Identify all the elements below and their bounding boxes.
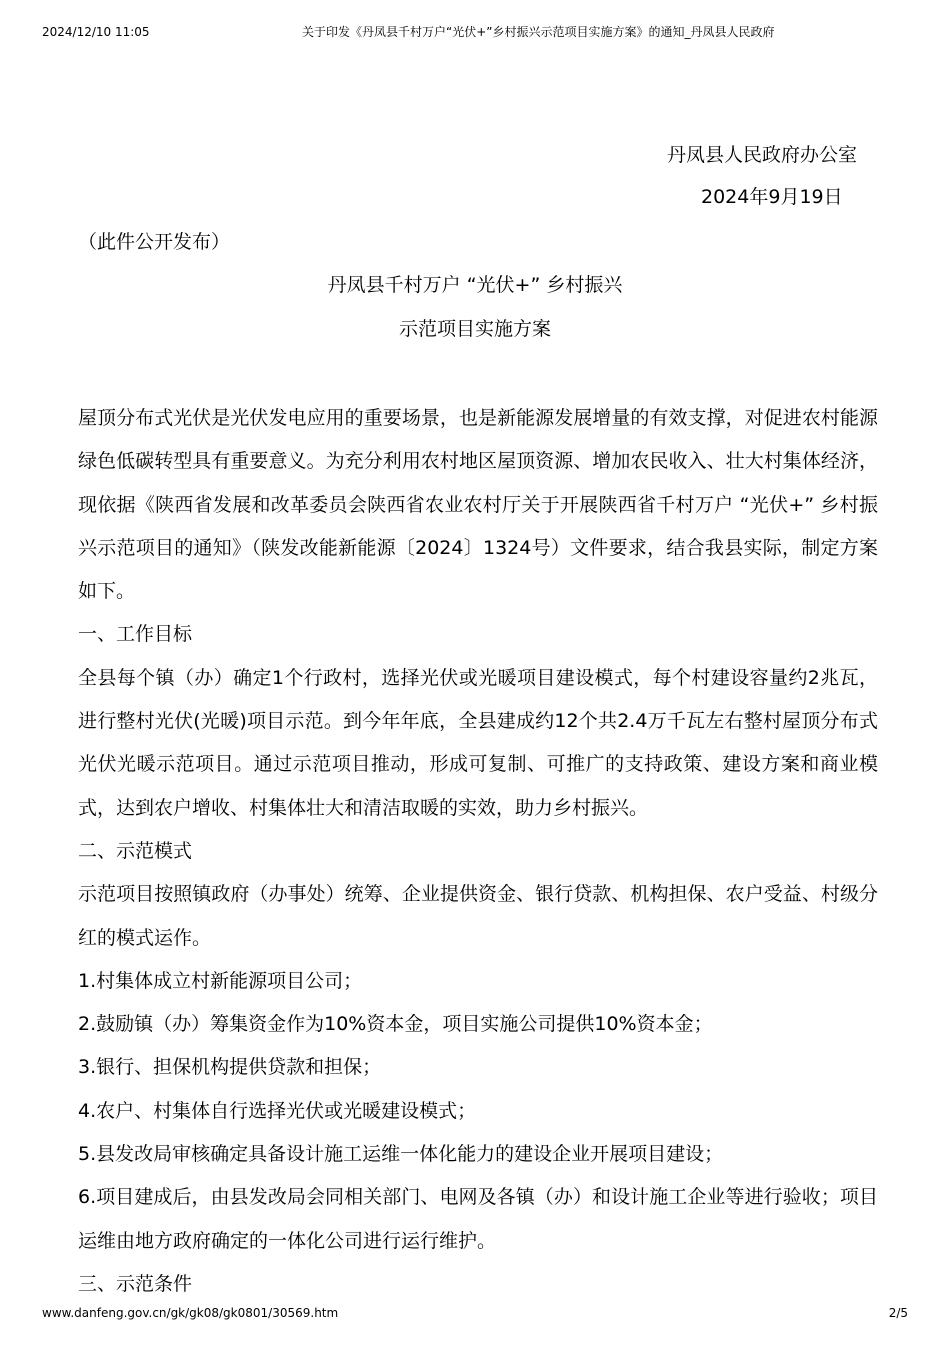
document-title-line-1: 丹凤县千村万户 “光伏+” 乡村振兴 bbox=[327, 274, 623, 296]
intro-paragraph: 屋顶分布式光伏是光伏发电应用的重要场景，也是新能源发展增量的有效支撑，对促进农村能源绿色低碳转型具有重要意义。为充分利用农村地区屋顶资源、增加农民收入、壮大村集体经济，现依据《陕西省发展和改革委员会陕西省农业农村厅关于开展陕西省千村万户 “光伏+” 乡村振兴示范项目的通知》（陕发改能新能源〔2024〕1324号）文件要求，结合我县实际，制定方案如下。 bbox=[78, 407, 878, 603]
issue-date: 2024年9月19日 bbox=[701, 186, 843, 208]
document-title-line-2: 示范项目实施方案 bbox=[398, 318, 551, 340]
publication-notice: （此件公开发布） bbox=[78, 231, 231, 253]
page-number: 2/5 bbox=[888, 1306, 908, 1320]
document-body bbox=[78, 397, 878, 1306]
print-url: www.danfeng.gov.cn/gk/gk08/gk0801/30569.htm bbox=[42, 1306, 339, 1320]
print-page-title: 关于印发《丹凤县千村万户“光伏+”乡村振兴示范项目实施方案》的通知_丹凤县人民政府 bbox=[302, 25, 775, 39]
issuer-name: 丹凤县人民政府办公室 bbox=[667, 144, 858, 166]
model-item-1: 1.村集体成立村新能源项目公司； bbox=[78, 969, 363, 992]
section-heading-goals: 一、工作目标 bbox=[78, 623, 193, 646]
model-paragraph: 示范项目按照镇政府（办事处）统筹、企业提供资金、银行贷款、机构担保、农户受益、村级分红的模式运作。 bbox=[78, 883, 878, 949]
model-item-4: 4.农户、村集体自行选择光伏或光暖建设模式； bbox=[78, 1099, 477, 1122]
model-item-5: 5.县发改局审核确定具备设计施工运维一体化能力的建设企业开展项目建设； bbox=[78, 1143, 724, 1166]
goals-paragraph: 全县每个镇（办）确定1个行政村，选择光伏或光暖项目建设模式，每个村建设容量约2兆瓦，进行整村光伏(光暖)项目示范。到今年年底，全县建成约12个共2.4万千瓦左右整村屋顶分布式光伏光暖示范项目。通过示范项目推动，形成可复制、可推广的支持政策、建设方案和商业模式，达到农户增收、村集体壮大和清洁取暖的实效，助力乡村振兴。 bbox=[78, 666, 878, 819]
model-item-6: 6.项目建成后，由县发改局会同相关部门、电网及各镇（办）和设计施工企业等进行验收；项目运维由地方政府确定的一体化公司进行运行维护。 bbox=[78, 1186, 878, 1252]
model-item-3: 3.银行、担保机构提供贷款和担保； bbox=[78, 1056, 382, 1079]
section-heading-conditions: 三、示范条件 bbox=[78, 1272, 193, 1295]
section-heading-model: 二、示范模式 bbox=[78, 839, 193, 862]
print-datetime: 2024/12/10 11:05 bbox=[42, 25, 150, 39]
model-item-2: 2.鼓励镇（办）筹集资金作为10%资本金，项目实施公司提供10%资本金； bbox=[78, 1013, 713, 1036]
